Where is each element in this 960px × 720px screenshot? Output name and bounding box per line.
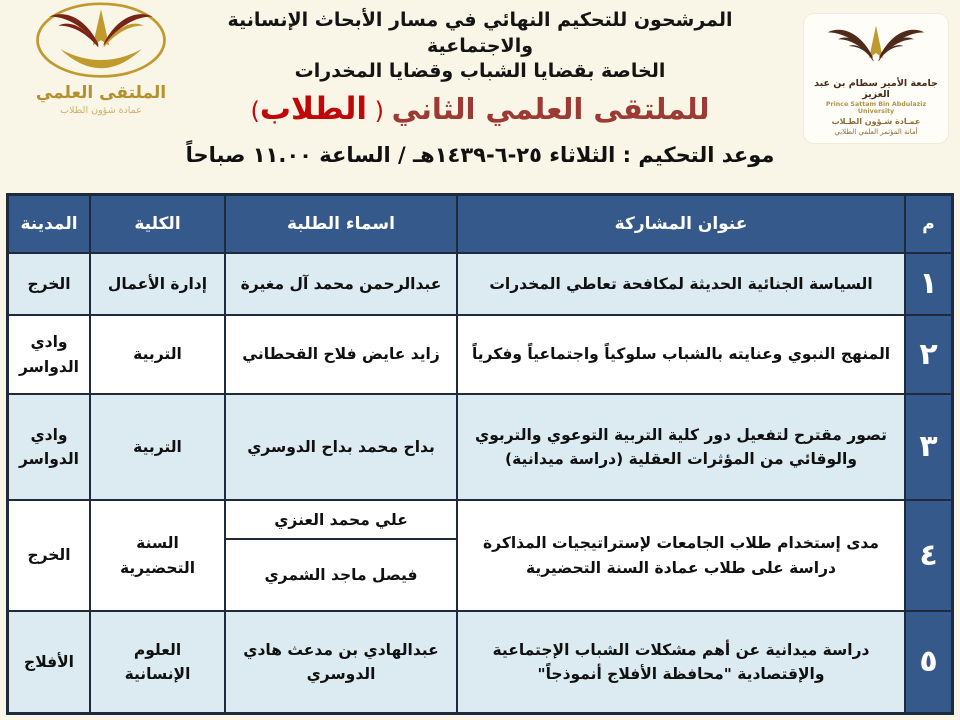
student-names (226, 612, 456, 712)
city: وادي الدواسر (9, 395, 89, 499)
title-line-2: الخاصة بقضايا الشباب وقضايا المخدرات (294, 60, 666, 83)
student-names (226, 501, 456, 610)
university-name-ar: جامعة الأمير سطام بن عبد العزيز (814, 78, 938, 100)
title-block (182, 8, 778, 167)
forum-title-main: للملتقى العلمي الثاني (391, 91, 710, 126)
table-row (9, 612, 951, 712)
participation-title: تصور مقترح لتفعيل دور كلية التربية التوعوي والتربوي والوقائي من المؤثرات العقلية (دراسة ميدانية) (458, 395, 904, 499)
student-names (226, 254, 456, 314)
city: الخرج (9, 254, 89, 314)
column-header-title: عنوان المشاركة (458, 196, 904, 252)
participation-title: المنهج النبوي وعنايته بالشباب سلوكياً واجتماعياً وفكرياً (458, 316, 904, 393)
forum-logo-subtitle: عمادة شؤون الطلاب (60, 104, 142, 116)
forum-logo-title: الملتقى العلمي (35, 83, 167, 103)
forum-title-students: الطلاب (259, 90, 368, 127)
conference-secretariat-label: أمانة المؤتمر العلمي الطلابي (834, 128, 918, 136)
column-header-city: المدينة (9, 196, 89, 252)
column-header-students: اسماء الطلبة (226, 196, 456, 252)
paren-close: ) (250, 96, 260, 125)
deanship-label: عمـادة شـؤون الطـلاب (831, 117, 921, 126)
student-name: عبدالهادي بن مدعث هادي الدوسري (226, 612, 456, 712)
paren-open: ( (367, 96, 392, 125)
column-header-college: الكلية (91, 196, 224, 252)
university-name-en: Prince Sattam Bin Abdulaziz University (825, 101, 927, 115)
city: الخرج (9, 501, 89, 610)
city: وادي الدواسر (9, 316, 89, 393)
participation-title: دراسة ميدانية عن أهم مشكلات الشباب الإجتماعية والإقتصادية "محافظة الأفلاج أنموذجاً" (458, 612, 904, 712)
college: التربية (91, 316, 224, 393)
student-name: بداح محمد بداح الدوسري (226, 395, 456, 499)
table-row (9, 395, 951, 499)
candidates-table (6, 193, 954, 715)
participation-title: مدى إستخدام طلاب الجامعات لإستراتيجيات المذاكرة دراسة على طلاب عمادة السنة التحضيرية (458, 501, 904, 610)
student-name: عبدالرحمن محمد آل مغيرة (226, 254, 456, 314)
participation-title: السياسة الجنائية الحديثة لمكافحة تعاطي المخدرات (458, 254, 904, 314)
column-header-number: م (906, 196, 951, 252)
student-name: زايد عايض فلاح القحطاني (226, 316, 456, 393)
university-logo (804, 14, 948, 143)
row-number: ٢ (906, 316, 951, 393)
forum-title (182, 92, 778, 126)
table-row (9, 501, 951, 610)
college: العلوم الإنسانية (91, 612, 224, 712)
college: التربية (91, 395, 224, 499)
student-name: فيصل ماجد الشمري (226, 540, 456, 610)
college: إدارة الأعمال (91, 254, 224, 314)
table-header-row (9, 196, 951, 252)
student-name: علي محمد العنزي (226, 501, 456, 538)
student-names (226, 316, 456, 393)
title-line-1: المرشحون للتحكيم النهائي في مسار الأبحاث الإنسانية والاجتماعية (227, 9, 733, 57)
row-number: ٥ (906, 612, 951, 712)
open-book-icon (26, 2, 176, 80)
forum-logo (22, 2, 180, 116)
student-names (226, 395, 456, 499)
row-number: ٣ (906, 395, 951, 499)
college: السنة التحضيرية (91, 501, 224, 610)
university-book-icon (820, 22, 932, 72)
city: الأفلاج (9, 612, 89, 712)
table-row (9, 316, 951, 393)
page-header (0, 0, 960, 192)
table-row (9, 254, 951, 314)
row-number: ٤ (906, 501, 951, 610)
row-number: ١ (906, 254, 951, 314)
judging-schedule: موعد التحكيم : الثلاثاء ٢٥-٦-١٤٣٩هـ / الساعة ١١.٠٠ صباحاً (185, 143, 775, 168)
